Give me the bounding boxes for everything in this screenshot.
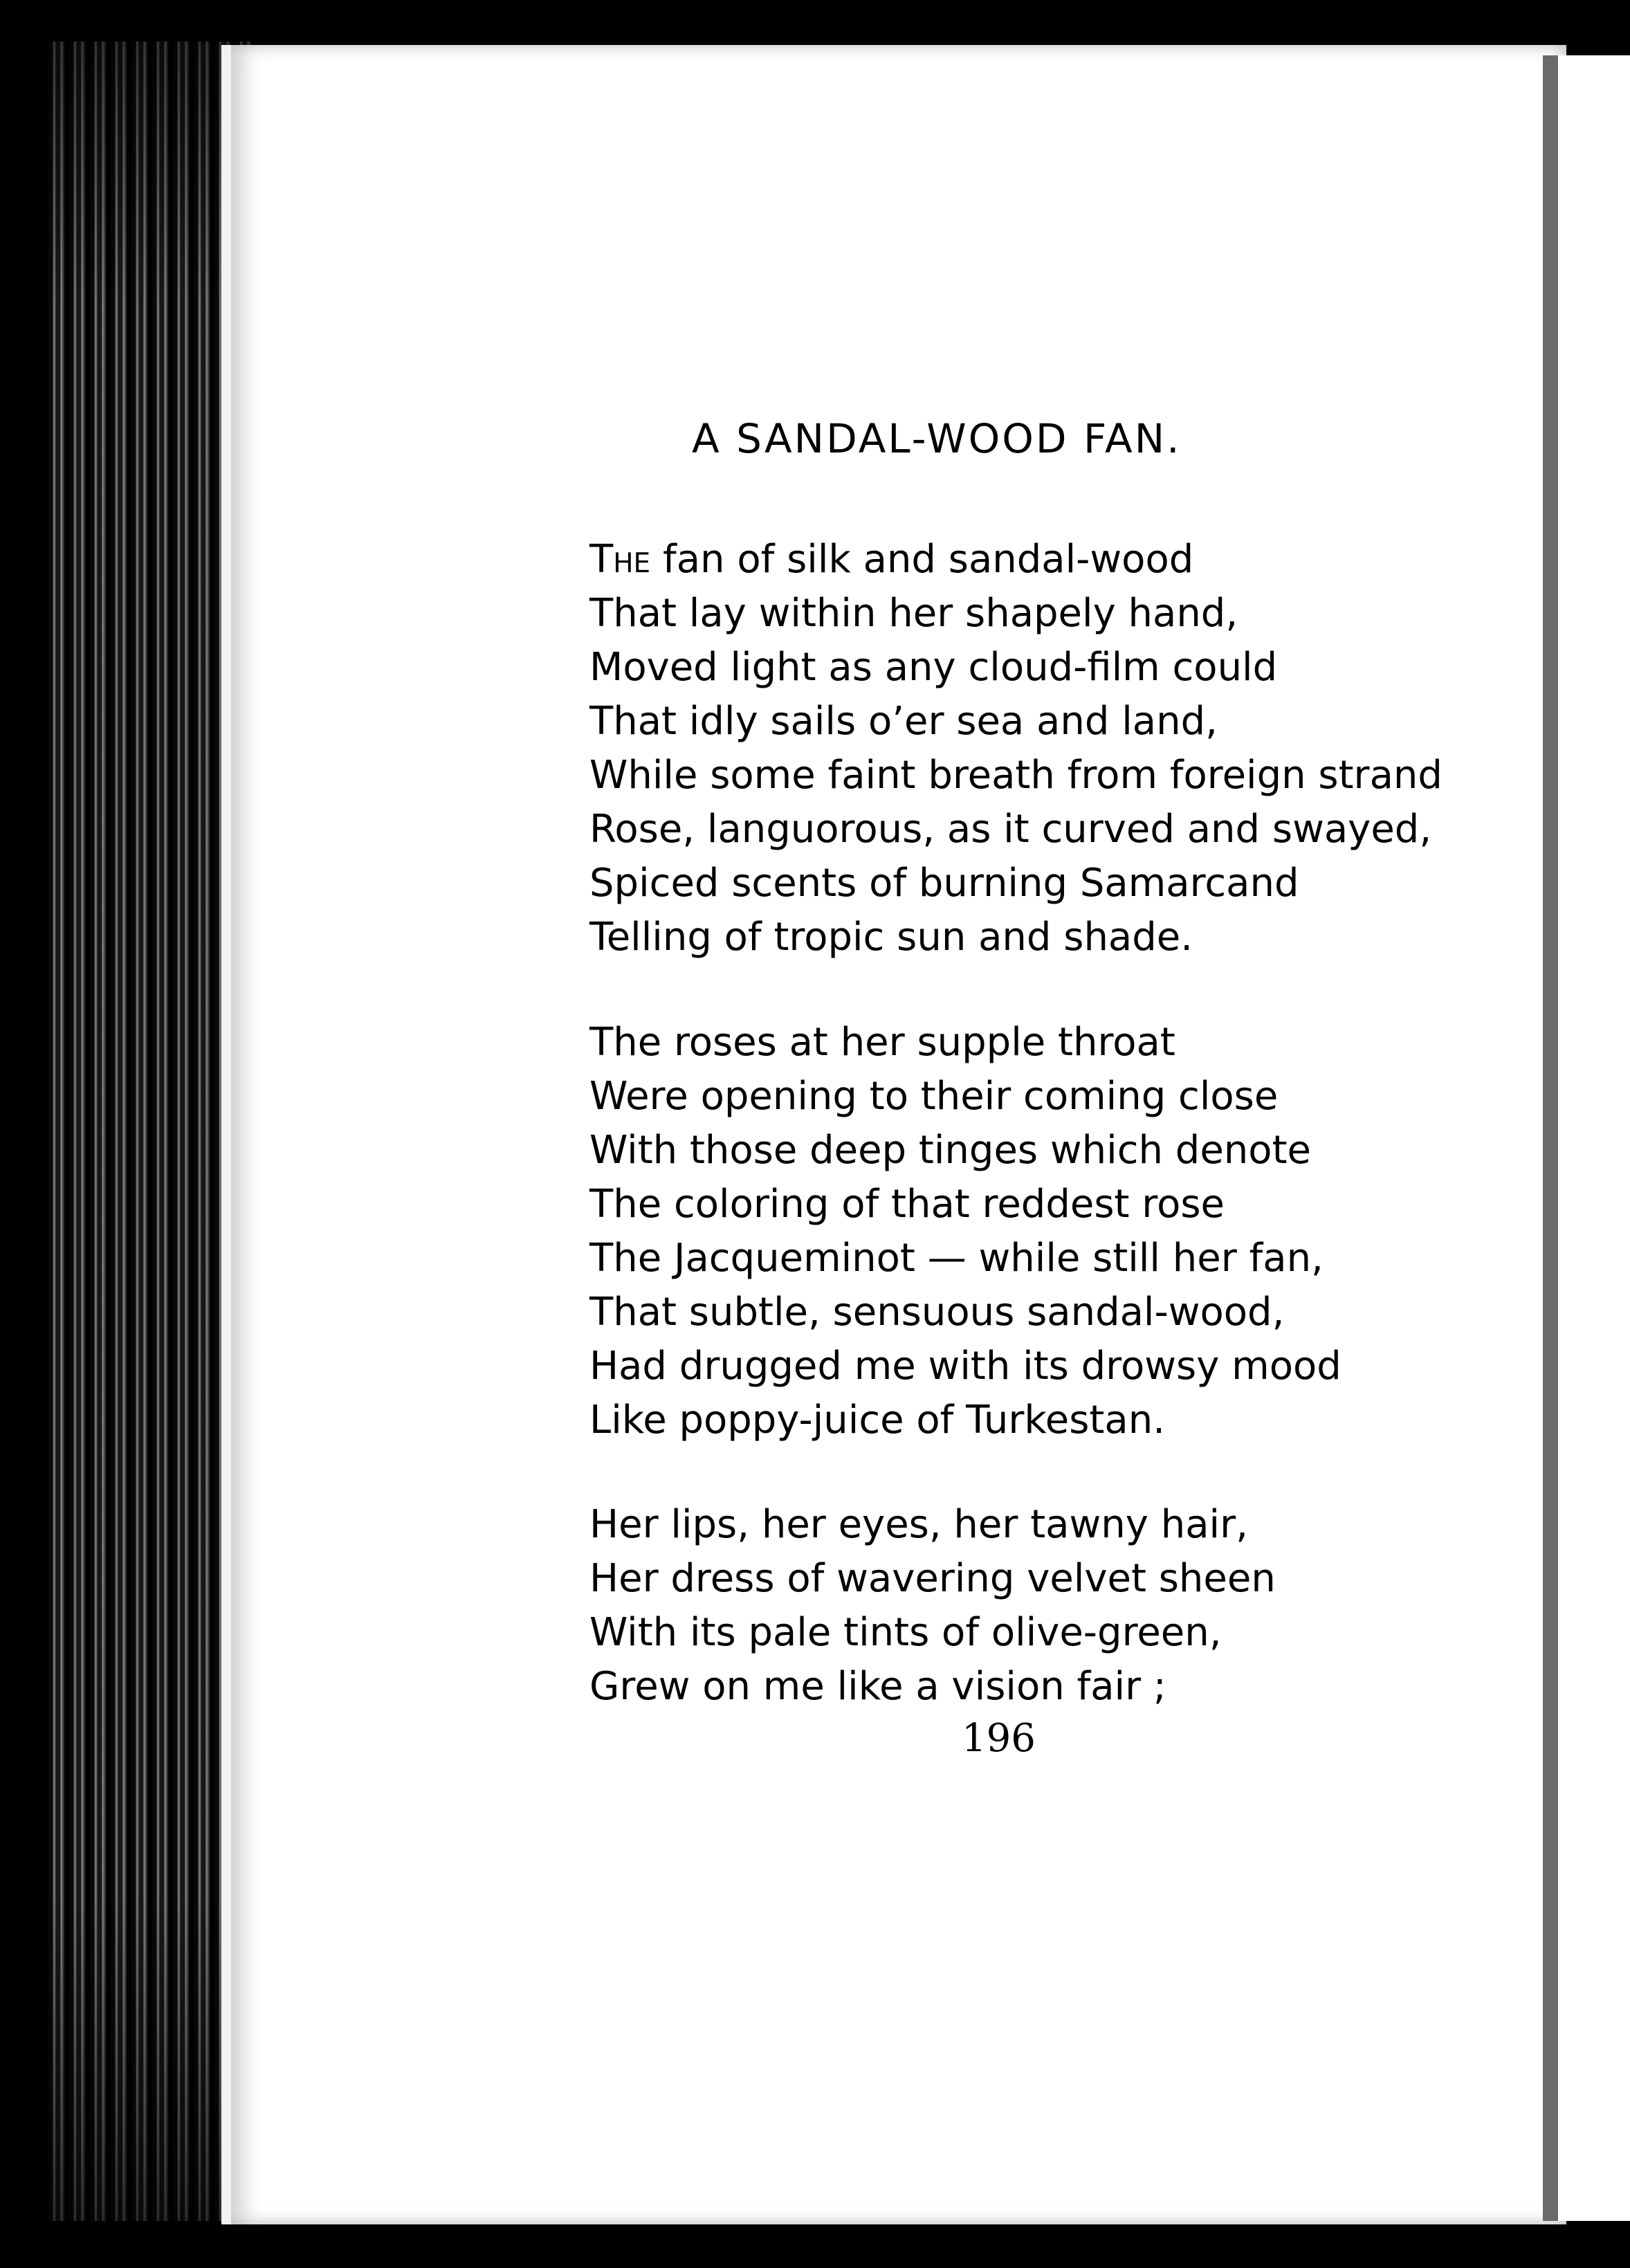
opening-word: The bbox=[589, 537, 651, 582]
poem-line: With those deep tinges which denote bbox=[589, 1128, 1311, 1173]
stanza-3 bbox=[589, 1498, 1276, 1714]
poem-line: The Jacqueminot — while still her fan, bbox=[589, 1236, 1324, 1281]
page-number: 196 bbox=[962, 1716, 1036, 1761]
poem-line: Moved light as any cloud-film could bbox=[589, 645, 1278, 690]
stanza-1 bbox=[589, 533, 1443, 964]
poem-line bbox=[589, 533, 1443, 587]
poem-line: Were opening to their coming close bbox=[589, 1074, 1279, 1119]
poem-line: The coloring of that reddest rose bbox=[589, 1182, 1225, 1227]
adjacent-page-edge bbox=[1543, 55, 1630, 2221]
poem-line: Rose, languorous, as it curved and swayed, bbox=[589, 807, 1432, 852]
poem-line: Like poppy-juice of Turkestan. bbox=[589, 1398, 1165, 1443]
poem-line: Her lips, her eyes, her tawny hair, bbox=[589, 1502, 1248, 1547]
poem-line: Her dress of wavering velvet sheen bbox=[589, 1556, 1276, 1601]
poem-line: Grew on me like a vision fair ; bbox=[589, 1664, 1166, 1709]
poem-line: Had drugged me with its drowsy mood bbox=[589, 1344, 1341, 1389]
poem-line: With its pale tints of olive-green, bbox=[589, 1610, 1222, 1655]
first-line-rest: fan of silk and sandal-wood bbox=[650, 537, 1194, 582]
poem-line: Spiced scents of burning Samarcand bbox=[589, 861, 1299, 906]
poem-line: The roses at her supple throat bbox=[589, 1020, 1175, 1065]
poem-line: That subtle, sensuous sandal-wood, bbox=[589, 1290, 1285, 1335]
poem-line: That lay within her shapely hand, bbox=[589, 591, 1238, 636]
stanza-2 bbox=[589, 1016, 1341, 1447]
poem-title: A SANDAL-WOOD FAN. bbox=[692, 415, 1182, 462]
poem-line: Telling of tropic sun and shade. bbox=[589, 915, 1193, 960]
poem-line: While some faint breath from foreign strand bbox=[589, 753, 1443, 798]
poem-line: That idly sails o’er sea and land, bbox=[589, 699, 1218, 744]
